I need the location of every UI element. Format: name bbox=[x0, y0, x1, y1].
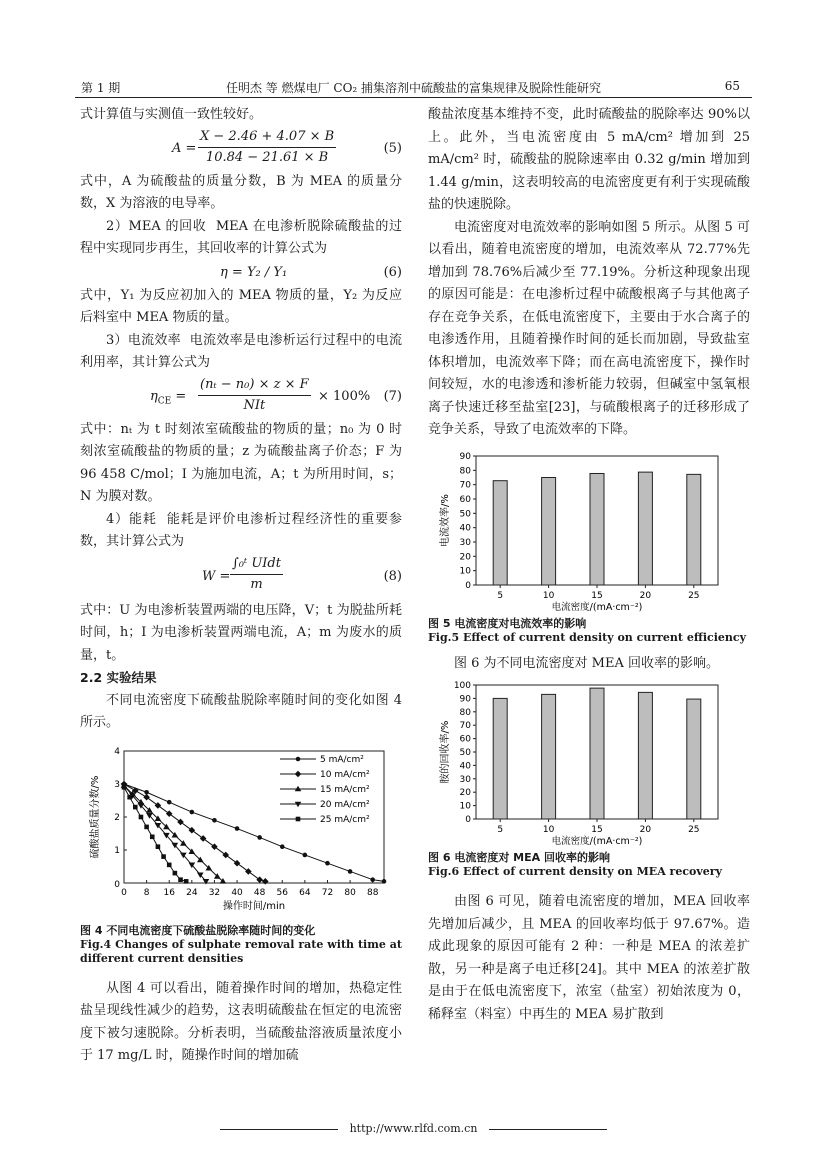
page-footer bbox=[0, 1122, 827, 1135]
y-tick-label: 50 bbox=[459, 748, 471, 758]
eq8-fraction bbox=[230, 554, 283, 595]
data-point bbox=[178, 877, 183, 882]
footer-url[interactable]: http://www.rlfd.com.cn bbox=[349, 1122, 478, 1135]
data-point bbox=[150, 834, 155, 839]
eq7-symbol: η bbox=[150, 388, 158, 404]
data-point bbox=[296, 756, 301, 761]
eq7-number: (7) bbox=[383, 388, 402, 404]
data-point bbox=[167, 799, 172, 804]
x-axis-label: 操作时间/min bbox=[222, 900, 286, 912]
section-heading: 2.2 实验结果 bbox=[80, 670, 157, 685]
figure-6-caption-cn: 图 6 电流密度对 MEA 回收率的影响 bbox=[428, 851, 610, 864]
equation-7 bbox=[80, 375, 402, 419]
eq7-tail: × 100% bbox=[318, 388, 371, 404]
y-axis-label: 胺的回收率/% bbox=[440, 720, 451, 784]
data-point bbox=[184, 879, 189, 884]
x-tick-label: 40 bbox=[231, 887, 243, 898]
y-tick-label: 50 bbox=[459, 508, 471, 519]
y-tick-label: 0 bbox=[114, 879, 120, 890]
data-point bbox=[143, 793, 150, 800]
figure-4 bbox=[80, 743, 402, 918]
subheading: 2）MEA 的回收 bbox=[106, 218, 207, 234]
y-tick-label: 40 bbox=[459, 523, 471, 534]
x-axis-label: 电流密度/(mA·cm⁻²) bbox=[551, 836, 643, 847]
y-tick-label: 40 bbox=[459, 761, 471, 772]
x-tick-label: 8 bbox=[143, 887, 150, 898]
data-point bbox=[235, 826, 240, 831]
x-tick-label: 20 bbox=[639, 825, 652, 835]
figure-6 bbox=[428, 677, 750, 847]
y-tick-label: 100 bbox=[453, 681, 471, 691]
data-point bbox=[161, 854, 166, 859]
data-point bbox=[348, 869, 353, 874]
x-axis-label: 电流密度/(mA·cm⁻²) bbox=[551, 601, 643, 613]
y-tick-label: 0 bbox=[465, 815, 471, 825]
page-number: 65 bbox=[724, 79, 740, 93]
bar bbox=[638, 692, 652, 819]
data-point bbox=[257, 835, 262, 840]
y-tick-label: 60 bbox=[459, 494, 471, 505]
data-point bbox=[155, 802, 162, 809]
paragraph bbox=[80, 330, 402, 375]
data-point bbox=[122, 785, 127, 790]
eq7-lhs bbox=[150, 386, 186, 413]
paragraph-text: MEA 在电渗析脱除硫酸盐的过程中实现同步再生，其回收率的计算公式为 bbox=[80, 218, 403, 256]
y-tick-label: 80 bbox=[459, 465, 471, 476]
x-tick-label: 32 bbox=[208, 887, 221, 898]
x-tick-label: 64 bbox=[299, 887, 311, 898]
x-tick-label: 5 bbox=[497, 590, 504, 601]
y-tick-label: 90 bbox=[459, 694, 471, 705]
series-line bbox=[124, 784, 384, 881]
y-tick-label: 90 bbox=[459, 451, 471, 462]
y-tick-label: 10 bbox=[459, 801, 471, 812]
eq7-subscript: CE bbox=[157, 396, 172, 407]
legend-label: 5 mA/cm² bbox=[320, 754, 364, 765]
x-tick-label: 24 bbox=[186, 887, 198, 898]
data-point bbox=[245, 868, 252, 875]
data-point bbox=[177, 818, 184, 825]
y-tick-label: 70 bbox=[459, 721, 471, 732]
legend-label: 20 mA/cm² bbox=[320, 799, 370, 810]
eq5-number: (5) bbox=[383, 140, 402, 156]
x-tick-label: 20 bbox=[639, 590, 652, 601]
bar bbox=[590, 473, 604, 585]
data-point bbox=[167, 862, 172, 867]
data-point bbox=[262, 878, 269, 885]
x-tick-label: 10 bbox=[542, 590, 555, 601]
y-tick-label: 3 bbox=[114, 779, 120, 790]
data-point bbox=[144, 789, 149, 794]
data-point bbox=[296, 816, 301, 821]
figure-5 bbox=[428, 448, 750, 613]
bar bbox=[493, 480, 507, 584]
y-tick-label: 10 bbox=[459, 566, 471, 577]
paragraph: 式中：nₜ 为 t 时刻浓室硫酸盐的物质的量；n₀ 为 0 时刻浓室硫酸盐的物质的量；z 为硫酸盐离子价态；F 为 96 458 C/mol；I 为施加电流，A；t 为所用时间，s；N 为膜对数。 bbox=[80, 421, 402, 504]
paragraph: 图 6 为不同电流密度对 MEA 回收率的影响。 bbox=[454, 655, 719, 671]
subheading: 3）电流效率 bbox=[106, 332, 181, 348]
figure-5-caption-cn: 图 5 电流密度对电流效率的影响 bbox=[428, 616, 587, 630]
x-tick-label: 16 bbox=[163, 887, 175, 898]
series-1 bbox=[122, 781, 387, 883]
data-point bbox=[222, 851, 229, 858]
eq5-denominator: 10.84 − 21.61 × B bbox=[205, 149, 329, 165]
x-tick-label: 15 bbox=[591, 590, 603, 601]
eq5-fraction bbox=[198, 127, 336, 168]
bar bbox=[687, 474, 701, 585]
legend-label: 25 mA/cm² bbox=[320, 814, 370, 825]
y-axis-label: 硫酸盐质量分数/% bbox=[90, 775, 101, 858]
y-tick-label: 0 bbox=[465, 580, 471, 591]
x-tick-label: 10 bbox=[542, 825, 555, 835]
subheading: 4）能耗 bbox=[106, 511, 157, 527]
y-tick-label: 60 bbox=[459, 734, 471, 745]
x-tick-label: 5 bbox=[497, 825, 504, 835]
figure-5-caption-en: Fig.5 Effect of current density on current efficiency bbox=[428, 630, 746, 644]
bar bbox=[493, 698, 507, 819]
x-tick-label: 25 bbox=[688, 825, 700, 835]
footer-rule-right bbox=[489, 1129, 607, 1130]
eq6-expr: η = Y₂ / Y₁ bbox=[220, 264, 288, 280]
eq7-equals: = bbox=[175, 388, 187, 404]
x-tick-label: 15 bbox=[591, 825, 603, 835]
equation-6 bbox=[80, 261, 402, 285]
data-point bbox=[189, 826, 196, 833]
data-point bbox=[280, 844, 285, 849]
data-point bbox=[234, 859, 241, 866]
data-point bbox=[295, 770, 302, 777]
x-tick-label: 88 bbox=[366, 887, 379, 898]
right-column bbox=[428, 104, 750, 1026]
paragraph: 酸盐浓度基本维持不变，此时硫酸盐的脱除率达 90%以上。此外，当电流密度由 5 mA/cm² 增加到 25 mA/cm² 时，硫酸盐的脱除速率由 0.32 g/min 增加到 1.44 g/min，这表明较高的电流密度更有利于实现硫酸盐的快速脱除。 bbox=[428, 107, 750, 212]
y-tick-label: 20 bbox=[459, 788, 471, 799]
bar bbox=[590, 688, 604, 819]
series-line bbox=[124, 787, 186, 881]
series-4 bbox=[121, 783, 210, 884]
equation-5 bbox=[80, 127, 402, 171]
data-point bbox=[382, 879, 387, 884]
issue-number: 第 1 期 bbox=[81, 81, 121, 95]
bar bbox=[638, 472, 652, 585]
data-point bbox=[144, 824, 149, 829]
data-point bbox=[200, 835, 207, 842]
figure-6-caption-en: Fig.6 Effect of current density on MEA recovery bbox=[428, 865, 722, 878]
paragraph: 从图 4 可以看出，随着操作时间的增加，热稳定性盐呈现线性减少的趋势，这表明硫酸盐在恒定的电流密度下被匀速脱除。分析表明，当硫酸盐溶液质量浓度小于 17 mg/L 时，随操作时间的增加硫 bbox=[80, 980, 402, 1063]
figure-4-caption-cn: 图 4 不同电流密度下硫酸盐脱除率随时间的变化 bbox=[80, 923, 316, 937]
footer-rule-left bbox=[220, 1129, 338, 1130]
eq8-lhs: W = bbox=[202, 568, 231, 584]
x-tick-label: 25 bbox=[688, 590, 700, 601]
series-3 bbox=[121, 782, 227, 883]
data-point bbox=[190, 809, 195, 814]
eq8-denominator: m bbox=[250, 576, 263, 592]
equation-8 bbox=[80, 554, 402, 600]
paragraph bbox=[80, 216, 402, 261]
data-point bbox=[303, 852, 308, 857]
eq8-number: (8) bbox=[383, 568, 402, 584]
eq7-fraction bbox=[198, 375, 311, 416]
data-point bbox=[139, 814, 144, 819]
x-tick-label: 72 bbox=[321, 887, 334, 898]
y-tick-label: 30 bbox=[459, 774, 471, 785]
y-tick-label: 1 bbox=[114, 845, 120, 856]
data-point bbox=[173, 870, 178, 875]
y-axis-label: 电流效率/% bbox=[440, 493, 451, 547]
running-title: 任明杰 等 燃煤电厂 CO₂ 捕集溶剂中硫酸盐的富集规律及脱除性能研究 bbox=[225, 81, 602, 95]
y-tick-label: 20 bbox=[459, 551, 471, 562]
eq7-denominator: NIt bbox=[243, 397, 266, 413]
eq5-lhs: A = bbox=[172, 140, 197, 156]
data-point bbox=[133, 804, 138, 809]
paragraph: 式中，A 为硫酸盐的质量分数，B 为 MEA 的质量分数，X 为溶液的电导率。 bbox=[80, 173, 402, 211]
paragraph: 式中：U 为电渗析装置两端的电压降，V；t 为脱盐所耗时间，h；I 为电渗析装置两端电流，A；m 为废水的质量，t。 bbox=[80, 602, 402, 663]
data-point bbox=[256, 876, 263, 883]
bar bbox=[542, 694, 556, 819]
data-point bbox=[370, 877, 375, 882]
eq8-numerator: ∫₀ᵗ UIdt bbox=[230, 554, 283, 575]
data-point bbox=[127, 794, 132, 799]
data-point bbox=[211, 843, 218, 850]
legend-label: 15 mA/cm² bbox=[320, 784, 370, 795]
bar bbox=[542, 477, 556, 585]
figure-6-chart bbox=[428, 677, 750, 847]
y-tick-label: 80 bbox=[459, 707, 471, 718]
data-point bbox=[156, 844, 161, 849]
paragraph: 由图 6 可见，随着电流密度的增加，MEA 回收率先增加后减少，且 MEA 的回收率均低于 97.67%。造成此现象的原因可能有 2 种：一种是 MEA 的浓差扩散，另一种是离子电迁移[24]。其中 MEA 的浓差扩散是由于在低电流密度下，浓室（盐室）初始浓度为 0，稀释室（料室）中再生的 MEA 易扩散到 bbox=[428, 894, 750, 1022]
paragraph: 不同电流密度下硫酸盐脱除率随时间的变化如图 4 所示。 bbox=[80, 692, 402, 730]
bar bbox=[687, 699, 701, 819]
y-tick-label: 30 bbox=[459, 537, 471, 548]
x-tick-label: 56 bbox=[276, 887, 288, 898]
paragraph bbox=[80, 509, 402, 554]
paragraph: 电流密度对电流效率的影响如图 5 所示。从图 5 可以看出，随着电流密度的增加，电流效率从 72.77%先增加到 78.76%后减少至 77.19%。分析这种现象出现的原因可能是：在电渗析过程中硫酸根离子与其他离子存在竞争关系，在低电流密度下，主要由于水合离子的电渗透作用，且随着操作时间的延长而加剧，导致盐室体积增加，电流效率下降；而在高电流密度下，操作时间较短，水的电渗透和渗析能力较弱，但碱室中氢氧根离子快速迁移至盐室[23]，与硫酸根离子的迁移形成了竞争关系，导致了电流效率的下降。 bbox=[428, 219, 750, 437]
paragraph-text: 能耗是评价电渗析过程经济性的重要参数，其计算公式为 bbox=[80, 511, 402, 549]
eq7-numerator: (nₜ − n₀) × z × F bbox=[198, 375, 311, 396]
eq5-numerator: X − 2.46 + 4.07 × B bbox=[198, 127, 336, 148]
eq6-number: (6) bbox=[383, 264, 402, 280]
figure-4-chart bbox=[80, 743, 402, 918]
y-tick-label: 70 bbox=[459, 480, 471, 491]
data-point bbox=[203, 879, 210, 885]
paragraph: 式计算值与实测值一致性较好。 bbox=[80, 107, 263, 122]
y-tick-label: 2 bbox=[114, 812, 120, 823]
x-tick-label: 0 bbox=[121, 887, 127, 898]
figure-4-caption-en: Fig.4 Changes of sulphate removal rate with time at different current densities bbox=[80, 937, 402, 965]
running-header bbox=[75, 79, 752, 98]
y-tick-label: 4 bbox=[114, 746, 120, 757]
paragraph-text: 电流效率是电渗析运行过程中的电流利用率，其计算公式为 bbox=[80, 332, 402, 370]
paragraph: 式中，Y₁ 为反应初加入的 MEA 物质的量，Y₂ 为反应后料室中 MEA 物质的量。 bbox=[80, 287, 402, 325]
figure-5-chart bbox=[428, 448, 750, 613]
legend-label: 10 mA/cm² bbox=[320, 769, 370, 780]
x-tick-label: 48 bbox=[253, 887, 266, 898]
series-5 bbox=[122, 785, 189, 884]
data-point bbox=[325, 860, 330, 865]
x-tick-label: 80 bbox=[344, 887, 356, 898]
left-column bbox=[80, 104, 402, 1068]
data-point bbox=[212, 818, 217, 823]
data-point bbox=[166, 810, 173, 817]
